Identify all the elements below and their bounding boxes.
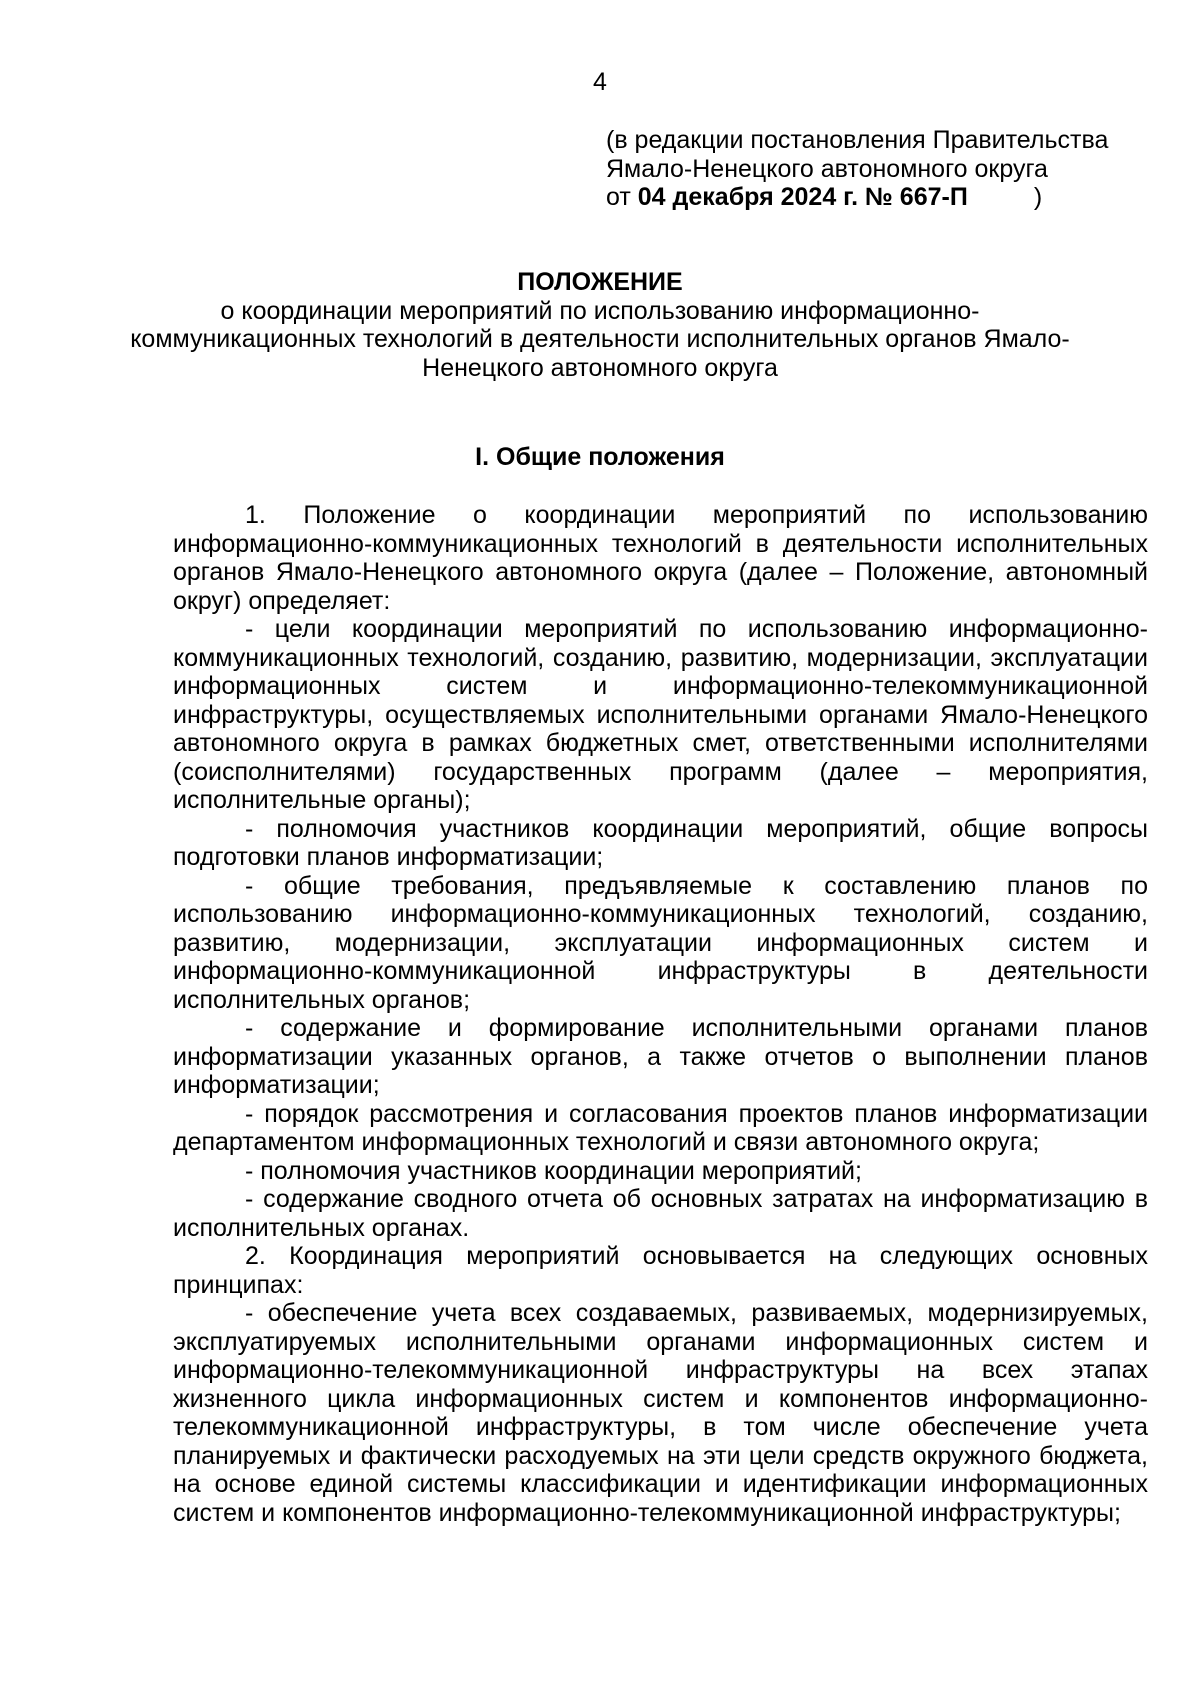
edition-line-1: (в редакции постановления Правительства: [606, 126, 1109, 154]
edition-line-3: [606, 183, 1166, 212]
paragraph: - полномочия участников координации мероприятий;: [245, 1156, 862, 1185]
paragraph: - общие требования, предъявляемые к составлению планов по использованию информационно-коммуникационных технологий, созданию, развитию, модернизации, эксплуатации информационных систем и информационно-коммуникационной инфраструктуры в деятельности исполнительных органов;: [173, 871, 1148, 1014]
paragraph: 2. Координация мероприятий основывается на следующих основных принципах:: [173, 1242, 1148, 1299]
page-number: 4: [593, 68, 607, 96]
paragraph: - цели координации мероприятий по использованию информационно-коммуникационных технологий, созданию, развитию, модернизации, эксплуатации информационных систем и информационно-телекоммуникационной инфраструктуры, осуществляемых исполнительными органами Ямало-Ненецкого автономного округа в рамках бюджетных смет, ответственными исполнителями (соисполнителями) государственных программ (далее – мероприятия, исполнительные органы);: [173, 615, 1148, 814]
paragraph: - обеспечение учета всех создаваемых, развиваемых, модернизируемых, эксплуатируемых исполнительными органами информационных систем и информационно-телекоммуникационной инфраструктуры на всех этапах жизненного цикла информационных систем и компонентов информационно-телекоммуникационной инфраструктуры, в том числе обеспечение учета планируемых и фактически расходуемых на эти цели средств окружного бюджета, на основе единой системы классификации и идентификации информационных систем и компонентов информационно-телекоммуникационной инфраструктуры;: [173, 1299, 1148, 1527]
edition-close-paren: ): [1033, 183, 1043, 211]
paragraph: - содержание и формирование исполнительными органами планов информатизации указанных органов, а также отчетов о выполнении планов информатизации;: [173, 1014, 1148, 1099]
document-subtitle: о координации мероприятий по использованию информационно-коммуникационных технологий в деятельности исполнительных органов Ямало-Ненецкого автономного округа: [130, 296, 1070, 382]
body-text: [173, 501, 1148, 1527]
document-title: ПОЛОЖЕНИЕ: [517, 268, 683, 296]
section-heading: I. Общие положения: [475, 443, 725, 471]
title-block: [120, 268, 1080, 382]
paragraph: - полномочия участников координации мероприятий, общие вопросы подготовки планов информатизации;: [173, 814, 1148, 871]
edition-line-2: Ямало-Ненецкого автономного округа: [606, 154, 1048, 183]
paragraph: 1. Положение о координации мероприятий по использованию информационно-коммуникационных технологий в деятельности исполнительных органов Ямало-Ненецкого автономного округа (далее – Положение, автономный округ) определяет:: [173, 501, 1148, 615]
edition-date-prefix: от: [606, 183, 631, 211]
paragraph: - содержание сводного отчета об основных затратах на информатизацию в исполнительных органах.: [173, 1185, 1148, 1242]
edition-note: [606, 126, 1166, 212]
paragraph: - порядок рассмотрения и согласования проектов планов информатизации департаментом информационных технологий и связи автономного округа;: [173, 1099, 1148, 1156]
edition-date-number: 04 декабря 2024 г. № 667-П: [637, 183, 968, 211]
